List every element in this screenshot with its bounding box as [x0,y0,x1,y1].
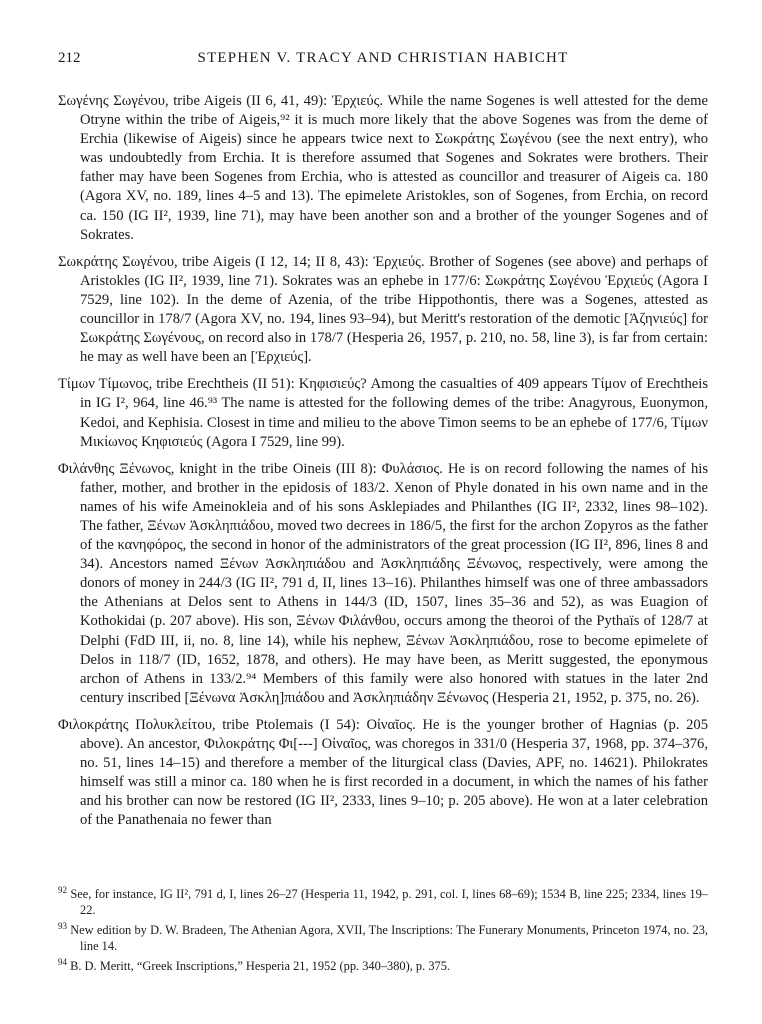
entry-text: , knight in the tribe Oineis (III 8): Φυλάσιος. He is on record following the names of his father, mother, and brother in the epidosis of 183/2. Xenon of Phyle donated in his own name and in the names of his wife Ameinokleia and of his sons Asklepiades and Philanthes (IG II², 2332, lines 98–102). The father, Ξένων Ἀσκληπιάδου, moved two decrees in 186/5, the first for the archon Zopyros as the father of the κανηφόρος, the second in honor of the administrators of the great procession (IG II², 896, lines 8 and 34). Ancestors named Ξένων Ἀσκληπιάδου and Ἀσκληπιάδης Ξένωνος, respectively, were among the donors of money in 244/3 (IG II², 791 d, II, lines 13–16). Philanthes himself was one of three ambassadors the Athenians at Delos sent to Athens in 144/3 (ID, 1507, lines 35–36 and 52), as was Euagion of Kothokidai (p. 207 above). His son, Ξένων Φιλάνθου, occurs among the theoroi of the Pythaïs of 128/7 at Delphi (FdD III, ii, no. 8, line 14), while his nephew, Ξένων Ἀσκληπιάδου, rose to become epimelete of Delos in 118/7 (ID, 1652, 1878, and others). He may have been, as Meritt suggested, the eponymous archon of Athens in 133/2.⁹⁴ Members of this family were also honored with statues in the later 2nd century inscribed [Ξένωνα Ἀσκλη]πιάδου and Ἀσκληπιάδην Ξένωνος (Hesperia 21, 1952, p. 375, no. 26). [80,460,708,706]
running-title: STEPHEN V. TRACY AND CHRISTIAN HABICHT [197,50,569,66]
footnote-92 [58,882,708,918]
entry-timon [58,375,708,451]
entry-head: Φιλάνθης Ξένωνος [58,460,171,477]
entry-text: , tribe Aigeis (I 12, 14; II 8, 43): Ἐρχιεύς. Brother of Sogenes (see above) and perhaps of Aristokles (IG II², 1939, line 71). Sokrates was an ephebe in 177/6: Σωκράτης Σωγένου Ἐρχιεύς (Agora I 7529, line 102). In the deme of Azenia, of the tribe Hippothontis, there was a Sogenes, attested as councillor in 178/7 (Agora XV, no. 194, lines 93–94), but Meritt's restoration of the demotic [Ἀζηνιεύς] for Σωκράτης Σωγένους, on record also in 178/7 (Hesperia 26, 1957, p. 210, no. 58, line 3), is far from certain: he may as well have been an [Ἐρχιεύς]. [80,253,708,366]
footnote-number: 94 [58,957,67,968]
page-header [58,50,708,72]
entry-head: Φιλοκράτης Πολυκλείτου [58,716,212,733]
footnote-94 [58,954,708,974]
entry-head: Σωγένης Σωγένου [58,93,166,109]
footnote-text: New edition by D. W. Bradeen, The Athenian Agora, XVII, The Inscriptions: The Funerary Monuments, Princeton 1974, no. 23, line 14. [67,923,708,954]
footnotes [58,882,708,974]
footnote-number: 93 [58,921,67,932]
footnote-93 [58,918,708,954]
footnote-text: B. D. Meritt, “Greek Inscriptions,” Hesperia 21, 1952 (pp. 340–380), p. 375. [67,959,451,974]
page-number: 212 [58,50,81,66]
entry-head: Τίμων Τίμωνος [58,376,149,393]
entry-text: , tribe Erechtheis (II 51): Κηφισιεύς? Among the casualties of 409 appears Τίμον of Erechtheis in IG I², 964, line 46.⁹³ The name is attested for the following demes of the tribe: Anagyrous, Euonymon, Kedoi, and Kephisia. Closest in time and milieu to the above Timon seems to be an ephebe of 177/6, Τίμων Μικίωνος Κηφισιεύς (Agora I 7529, line 99). [80,376,709,450]
footnote-text: See, for instance, IG II², 791 d, I, lines 26–27 (Hesperia 11, 1942, p. 291, col. I, lines 68–69); 1534 B, line 225; 2334, lines 19–22. [67,887,708,918]
entry-sokrates [58,253,708,368]
entry-philanthes [58,460,708,708]
entry-sogenes [58,92,708,245]
entry-text: , tribe Ptolemais (I 54): Οἰναῖος. He is the younger brother of Hagnias (p. 205 above). An ancestor, Φιλοκράτης Φι[---] Οἰναῖος, was choregos in 331/0 (Hesperia 37, 1968, pp. 374–376, no. 51, lines 14–15) and therefore a member of the liturgical class (Davies, APF, no. 14621). Philokrates himself was still a minor ca. 180 when he is first recorded in a document, in which the names of his father and his brother can now be restored (IG II², 2333, lines 9–10; p. 205 above). He won at a later celebration of the Panathenaia no fewer than [80,716,708,829]
footnote-number: 92 [58,885,67,895]
entry-text: , tribe Aigeis (II 6, 41, 49): Ἐρχιεύς. While the name Sogenes is well attested for the deme Otryne within the tribe of Aigeis,⁹² it is much more likely that the above Sogenes was from the deme of Erchia (likewise of Aigeis) since he appears twice next to Σωκράτης Σωγένου (see the next entry), who was undoubtedly from Erchia. It is therefore assumed that Sogenes and Sokrates were brothers. Their father may have been Sogenes from Erchia, who is attested as councillor and treasurer of Aigeis ca. 180 (Agora XV, no. 189, lines 4–5 and 13). The epimelete Aristokles, son of Sogenes, from Erchia, on record ca. 150 (IG II², 1939, line 71), may have been another son and a brother of the younger Sogenes and of Sokrates. [80,93,708,243]
article-body [58,92,708,838]
entry-philokrates [58,716,708,831]
entry-head: Σωκράτης Σωγένου [58,253,174,270]
